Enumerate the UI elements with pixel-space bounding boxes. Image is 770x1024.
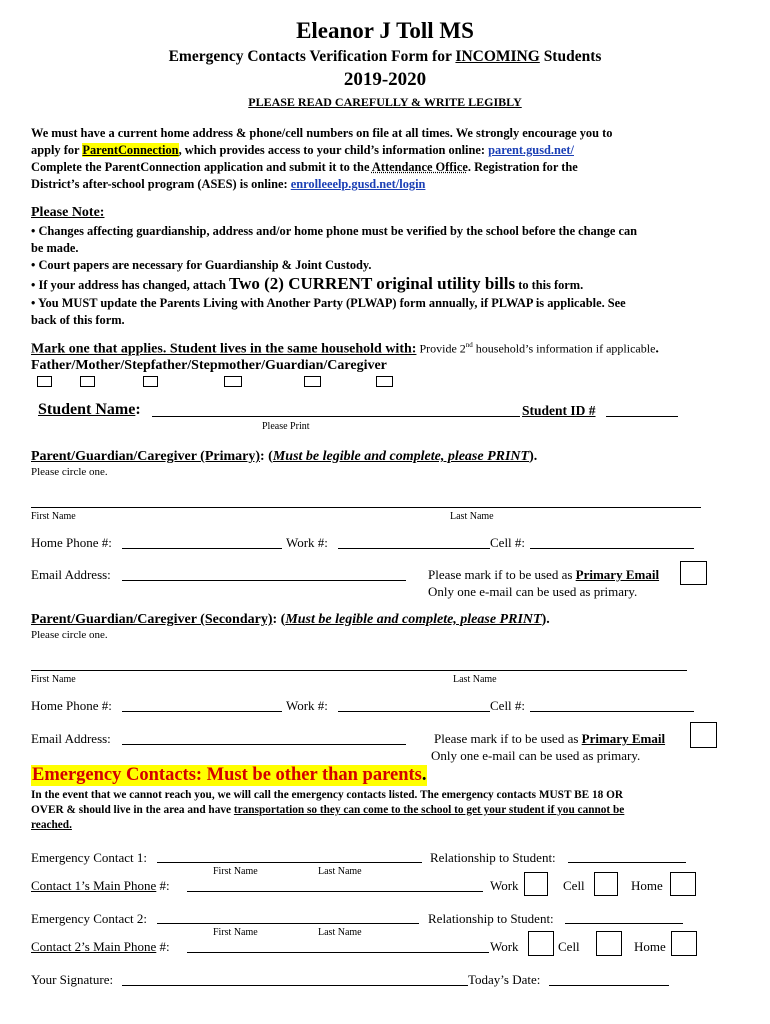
secondary-parent-heading: Parent/Guardian/Caregiver (Secondary): (Must be legible and complete, please PRINT). xyxy=(31,612,550,627)
contact-1-relationship-line[interactable] xyxy=(568,862,686,863)
primary-cell-label: Cell #: xyxy=(490,535,526,550)
contact-1-work-label: Work xyxy=(490,878,519,893)
caregiver-checkbox[interactable] xyxy=(376,376,393,387)
contact-2-home-label: Home xyxy=(634,939,666,954)
father-checkbox[interactable] xyxy=(37,376,52,387)
student-name-label: Student Name: xyxy=(38,401,141,418)
primary-home-phone-line[interactable] xyxy=(122,548,282,549)
parent-portal-link[interactable]: parent.gusd.net/ xyxy=(488,143,574,157)
school-title: Eleanor J Toll MS xyxy=(296,18,474,43)
primary-email-mark-text: Please mark if to be used as Primary Email xyxy=(428,567,660,582)
secondary-name-line[interactable] xyxy=(31,670,687,671)
primary-parent-heading: Parent/Guardian/Caregiver (Primary): (Must be legible and complete, please PRINT). xyxy=(31,449,538,464)
todays-date-label: Today’s Date: xyxy=(468,972,541,987)
parentconnection-highlight: ParentConnection xyxy=(82,143,179,157)
signature-label: Your Signature: xyxy=(31,972,114,987)
contact-2-work-label: Work xyxy=(490,939,519,954)
secondary-circle-hint: Please circle one. xyxy=(31,629,108,641)
guardian-checkbox[interactable] xyxy=(304,376,321,387)
contact-2-cell-label: Cell xyxy=(558,939,580,954)
contact-2-relationship-line[interactable] xyxy=(565,923,683,924)
contact-1-work-checkbox[interactable] xyxy=(524,872,548,896)
intro-paragraph: We must have a current home address & phone/cell numbers on file at all times. We strongly encourage you to apply for ParentConnection, which provides access to your child’s information online: parent.gusd.net/ Complete the ParentConnection application and submit it to the Attendance Office. Registration for the District’s after-school program (ASES) is online: enrolleeelp.gusd.net/login xyxy=(31,126,613,191)
secondary-email-mark-text: Please mark if to be used as Primary Email xyxy=(434,731,666,746)
secondary-email-checkbox[interactable] xyxy=(690,722,717,748)
contact-1-cell-label: Cell xyxy=(563,878,585,893)
household-options: Father/Mother/Stepfather/Stepmother/Guardian/Caregiver xyxy=(31,358,387,373)
contact-2-last-name-caption: Last Name xyxy=(318,927,362,938)
secondary-last-name-caption: Last Name xyxy=(453,674,497,685)
emergency-heading: Emergency Contacts: Must be other than parents. xyxy=(32,765,427,785)
primary-first-name-caption: First Name xyxy=(31,511,76,522)
contact-1-relationship-label: Relationship to Student: xyxy=(430,850,556,865)
contact-2-phone-label: Contact 2’s Main Phone #: xyxy=(31,939,170,954)
contact-1-phone-line[interactable] xyxy=(187,891,483,892)
contact-2-phone-line[interactable] xyxy=(187,952,489,953)
secondary-cell-line[interactable] xyxy=(530,711,694,712)
please-note-heading: Please Note: xyxy=(31,205,105,220)
emergency-paragraph: In the event that we cannot reach you, we will call the emergency contacts listed. The emergency contacts MUST BE 18 OR OVER & should live in the area and have transportation so they can come to the school to get your student if you cannot be reached. xyxy=(31,789,625,831)
contact-1-last-name-caption: Last Name xyxy=(318,866,362,877)
secondary-home-phone-label: Home Phone #: xyxy=(31,698,112,713)
primary-email-label: Email Address: xyxy=(31,567,111,582)
contact-2-first-name-caption: First Name xyxy=(213,927,258,938)
secondary-email-line[interactable] xyxy=(122,744,406,745)
emergency-contact-1-label: Emergency Contact 1: xyxy=(31,850,148,865)
primary-email-line[interactable] xyxy=(122,580,406,581)
signature-line[interactable] xyxy=(122,985,468,986)
primary-work-label: Work #: xyxy=(286,535,328,550)
secondary-email-note: Only one e-mail can be used as primary. xyxy=(431,748,641,763)
primary-home-phone-label: Home Phone #: xyxy=(31,535,112,550)
note-list: • Changes affecting guardianship, address and/or home phone must be verified by the school before the change can be made. • Court papers are necessary for Guardianship & Joint Custody. • If your address has changed, attach Two (2) CURRENT original utility bills to this form. • You MUST update the Parents Living with Another Party (PLWAP) form annually, if PLWAP is applicable. See back of this form. xyxy=(31,224,638,327)
secondary-work-label: Work #: xyxy=(286,698,328,713)
contact-1-home-label: Home xyxy=(631,878,663,893)
secondary-home-phone-line[interactable] xyxy=(122,711,282,712)
instruction-banner: PLEASE READ CAREFULLY & WRITE LEGIBLY xyxy=(248,95,522,109)
contact-1-cell-checkbox[interactable] xyxy=(594,872,618,896)
emergency-contact-1-line[interactable] xyxy=(157,862,422,863)
form-subtitle: Emergency Contacts Verification Form for INCOMING Students xyxy=(168,48,602,65)
contact-1-home-checkbox[interactable] xyxy=(670,872,696,896)
emergency-contact-2-label: Emergency Contact 2: xyxy=(31,911,148,926)
primary-cell-line[interactable] xyxy=(530,548,694,549)
contact-2-home-checkbox[interactable] xyxy=(671,931,697,956)
secondary-cell-label: Cell #: xyxy=(490,698,526,713)
household-question: Mark one that applies. Student lives in the same household with: Provide 2nd household’s information if applicable. xyxy=(31,341,659,357)
school-year: 2019-2020 xyxy=(343,69,427,90)
stepmother-checkbox[interactable] xyxy=(224,376,242,387)
ases-link[interactable]: enrolleeelp.gusd.net/login xyxy=(290,177,426,191)
stepfather-checkbox[interactable] xyxy=(143,376,158,387)
student-name-line[interactable] xyxy=(152,416,520,417)
primary-last-name-caption: Last Name xyxy=(450,511,494,522)
contact-2-relationship-label: Relationship to Student: xyxy=(428,911,554,926)
student-id-label: Student ID # xyxy=(522,403,596,418)
please-print-caption: Please Print xyxy=(262,421,310,432)
contact-1-first-name-caption: First Name xyxy=(213,866,258,877)
secondary-work-line[interactable] xyxy=(338,711,490,712)
contact-2-cell-checkbox[interactable] xyxy=(596,931,622,956)
primary-email-checkbox[interactable] xyxy=(680,561,707,585)
contact-2-work-checkbox[interactable] xyxy=(528,931,554,956)
mother-checkbox[interactable] xyxy=(80,376,95,387)
primary-email-note: Only one e-mail can be used as primary. xyxy=(428,584,638,599)
primary-circle-hint: Please circle one. xyxy=(31,466,108,478)
student-id-line[interactable] xyxy=(606,416,678,417)
todays-date-line[interactable] xyxy=(549,985,669,986)
secondary-email-label: Email Address: xyxy=(31,731,111,746)
primary-name-line[interactable] xyxy=(31,507,701,508)
emergency-contact-2-line[interactable] xyxy=(157,923,419,924)
contact-1-phone-label: Contact 1’s Main Phone #: xyxy=(31,878,170,893)
secondary-first-name-caption: First Name xyxy=(31,674,76,685)
primary-work-line[interactable] xyxy=(338,548,490,549)
